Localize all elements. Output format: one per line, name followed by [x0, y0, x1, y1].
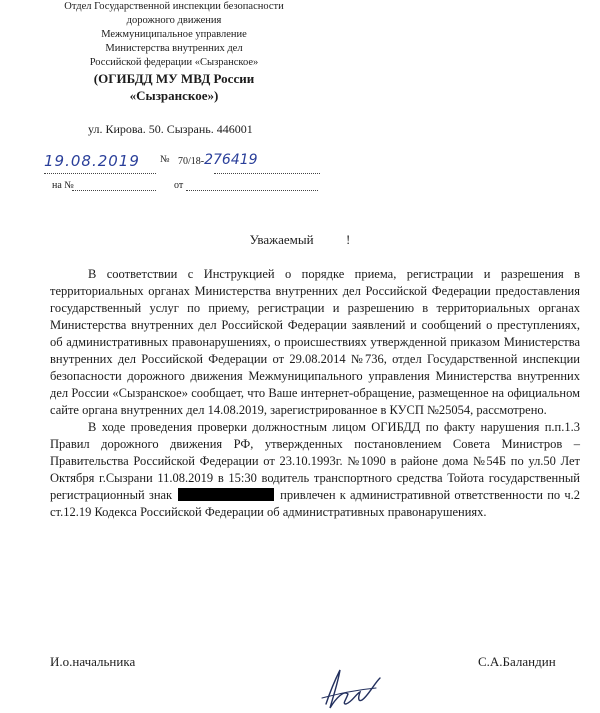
registration-block — [44, 152, 344, 192]
reference-no-underline — [72, 190, 156, 191]
number-underline — [214, 173, 320, 174]
reference-date-underline — [186, 190, 318, 191]
paragraph-2-part-1: В ходе проведения проверки должностным лицом ОГИБДД по факту нарушения п.п.1.3 Правил дорожного движения РФ, утвержденных постановлением Совета Министров – Правительства Российской Федерации от 23.10.1993г. №1090 в районе дома №54Б по ул.50 Лет Октября г.Сызрани 11.08.2019 в 15:30 водитель транспортного средства Тойота государственный регистрационный знак — [50, 420, 580, 502]
letterhead-line-6: (ОГИБДД МУ МВД России — [93, 71, 255, 86]
signer-name: С.А.Баландин — [478, 654, 556, 669]
letterhead-line-3: Межмуниципальное управление — [101, 29, 247, 40]
registration-no-label: № — [160, 154, 170, 165]
greeting: Уважаемый ! — [249, 232, 351, 247]
paragraph-2-part-2: привлечен к административной ответственности по ч.2 ст.12.19 Кодекса Российской Федерации об административных правонарушениях. — [50, 488, 580, 519]
signer-title: И.о.начальника — [50, 654, 136, 669]
registration-number-handwritten: 276419 — [204, 152, 258, 168]
registration-date: 19.08.2019 — [44, 152, 140, 170]
letterhead-line-4: Министерства внутренних дел — [105, 43, 243, 54]
letterhead-line-1: Отдел Государственной инспекции безопасности — [64, 1, 284, 12]
date-underline — [44, 173, 156, 174]
letter-body — [50, 266, 580, 521]
paragraph-2 — [50, 419, 580, 521]
redacted-plate-number — [178, 488, 274, 501]
letterhead-line-2: дорожного движения — [126, 15, 222, 26]
reference-no-label: на № — [52, 180, 74, 191]
handwritten-signature-icon — [318, 664, 388, 712]
sender-address: ул. Кирова. 50. Сызрань. 446001 — [88, 122, 253, 136]
letterhead — [44, 0, 304, 104]
registration-number — [178, 152, 258, 168]
letterhead-line-5: Российской федерации «Сызранское» — [89, 57, 259, 68]
letterhead-line-7: «Сызранское») — [129, 88, 219, 103]
registration-number-prefix: 70/18- — [178, 156, 205, 167]
paragraph-1: В соответствии с Инструкцией о порядке приема, регистрации и разрешения в территориальных органах Министерства внутренних дел Российской Федерации предоставления государственный услуг по приему, регистрации и разрешению в территориальных органах Министерства внутренних дел Российской Федерации заявлений и сообщений о преступлениях, об административных правонарушениях, о происшествиях утвержденной приказом Министерства внутренних дел Российской Федерации от 29.08.2014 №736, отдел Государственной инспекции безопасности дорожного движения Межмуниципального управления Министерства внутренних дел России «Сызранское» сообщает, что Ваше интернет-обращение, размещенное на официальном сайте органа внутренних дел 14.08.2019, зарегистрированное в КУСП №25054, рассмотрено. — [50, 267, 580, 417]
reference-date-label: от — [174, 180, 184, 191]
